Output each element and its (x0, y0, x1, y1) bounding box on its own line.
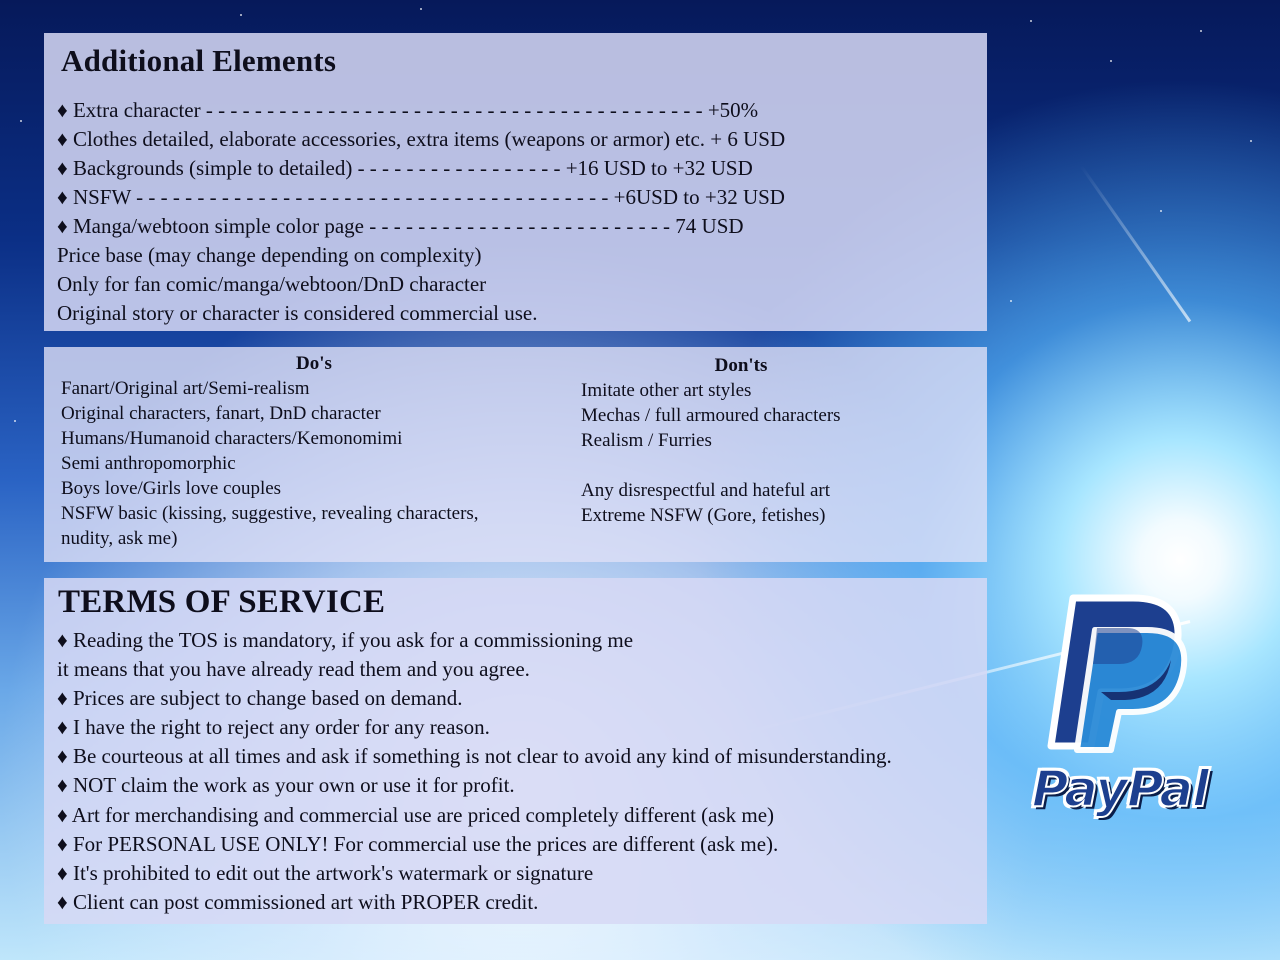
list-item: ♦ NOT claim the work as your own or use it for profit. (57, 773, 515, 798)
list-item (581, 453, 981, 478)
dos-donts-panel (44, 347, 987, 562)
list-item: ♦ Manga/webtoon simple color page - - - - - - - - - - - - - - - - - - - - - - - - - 74 USD (57, 214, 744, 238)
list-item: Any disrespectful and hateful art (581, 480, 831, 501)
list-item: Price base (may change depending on complexity) (57, 243, 482, 267)
list-item: ♦ Prices are subject to change based on demand. (57, 686, 463, 711)
additional-elements-title: Additional Elements (61, 43, 337, 78)
list-item: ♦ Be courteous at all times and ask if something is not clear to avoid any kind of misunderstanding. (57, 744, 892, 769)
list-item: Extreme NSFW (Gore, fetishes) (581, 505, 826, 526)
list-item: Boys love/Girls love couples (61, 478, 282, 499)
dos-column (61, 351, 571, 551)
additional-elements-panel (44, 33, 987, 331)
donts-title: Don'ts (714, 355, 768, 376)
paypal-logo-icon (1015, 588, 1225, 758)
tos-title: TERMS OF SERVICE (58, 584, 386, 620)
list-item: ♦ Clothes detailed, elaborate accessories, extra items (weapons or armor) etc. + 6 USD (57, 127, 786, 151)
list-item: nudity, ask me) (61, 528, 178, 549)
list-item: ♦ For PERSONAL USE ONLY! For commercial use the prices are different (ask me). (57, 831, 779, 856)
list-item: Imitate other art styles (581, 380, 752, 401)
dos-title: Do's (296, 353, 332, 374)
list-item: ♦ Art for merchandising and commercial use are priced completely different (ask me) (57, 802, 775, 827)
list-item: Only for fan comic/manga/webtoon/DnD character (57, 272, 487, 296)
donts-list (581, 378, 981, 528)
list-item: it means that you have already read them and you agree. (57, 657, 530, 682)
paypal-wordmark: PayPal (1031, 760, 1209, 818)
list-item: Mechas / full armoured characters (581, 405, 841, 426)
list-item: ♦ I have the right to reject any order for any reason. (57, 715, 490, 740)
additional-elements-list (57, 96, 785, 328)
tos-list (57, 626, 892, 917)
list-item: Semi anthropomorphic (61, 453, 236, 474)
list-item: ♦ Backgrounds (simple to detailed) - - - - - - - - - - - - - - - - - +16 USD to +32 USD (57, 156, 753, 180)
list-item: ♦ Reading the TOS is mandatory, if you ask for a commissioning me (57, 628, 634, 652)
list-item: ♦ It's prohibited to edit out the artwork's watermark or signature (57, 860, 594, 885)
list-item: NSFW basic (kissing, suggestive, revealing characters, (61, 503, 479, 524)
list-item: ♦ Client can post commissioned art with PROPER credit. (57, 889, 539, 914)
list-item: Original story or character is considered commercial use. (57, 301, 538, 325)
terms-of-service-panel (44, 578, 987, 924)
donts-column (581, 353, 981, 528)
list-item: Humans/Humanoid characters/Kemonomimi (61, 428, 403, 449)
light-beam (1080, 165, 1191, 322)
list-item: Fanart/Original art/Semi-realism (61, 378, 310, 399)
dos-list (61, 376, 571, 551)
paypal-logo (1015, 588, 1225, 833)
list-item: Realism / Furries (581, 430, 712, 451)
list-item: ♦ Extra character - - - - - - - - - - - - - - - - - - - - - - - - - - - - - - - - - - - - - - - - - +50% (57, 98, 759, 122)
list-item: ♦ NSFW - - - - - - - - - - - - - - - - - - - - - - - - - - - - - - - - - - - - - - - +6USD to +32 USD (57, 185, 785, 209)
list-item: Original characters, fanart, DnD character (61, 403, 381, 424)
